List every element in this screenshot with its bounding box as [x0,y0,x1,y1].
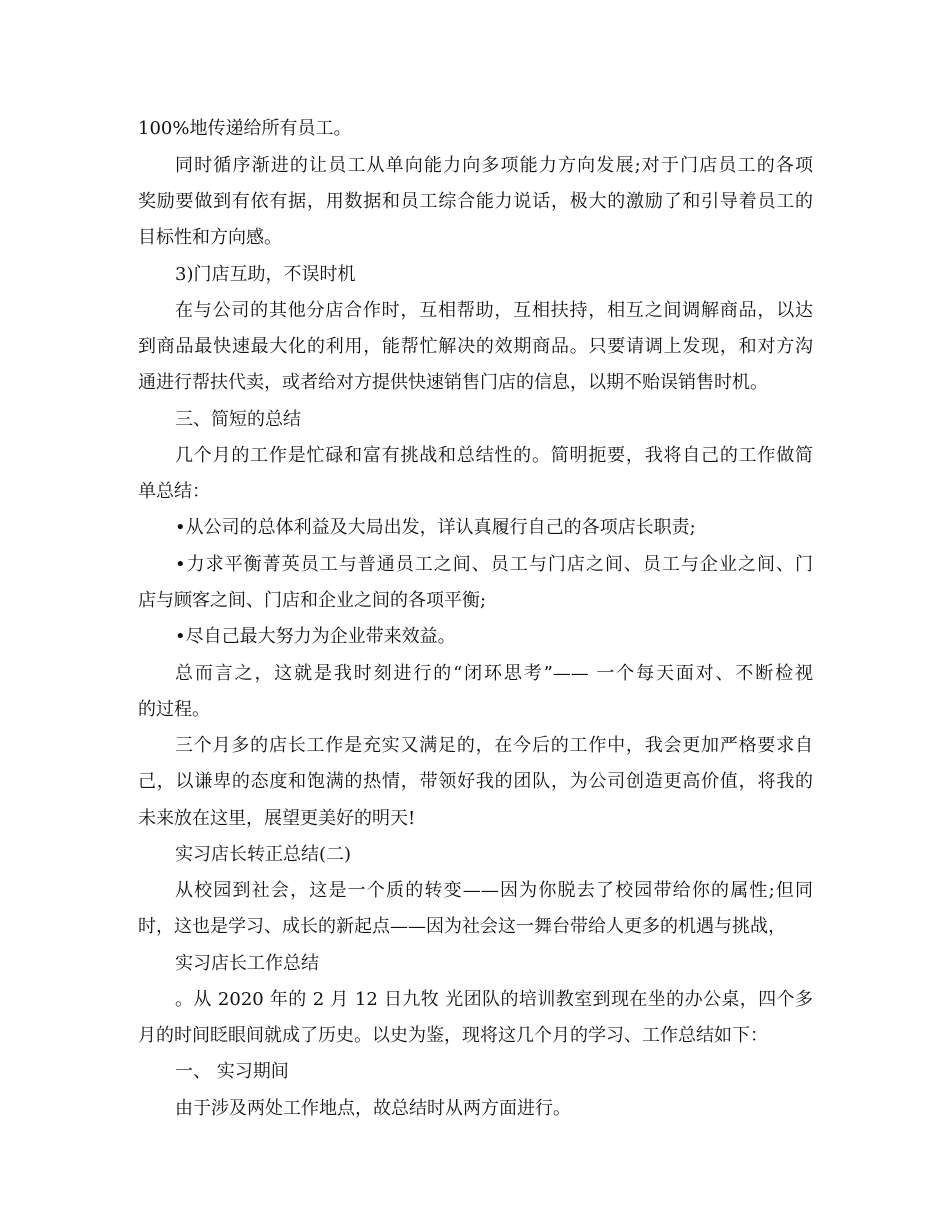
text-line: 通进行帮扶代卖，或者给对方提供快速销售门店的信息，以期不贻误销售时机。 [138,372,768,393]
text-line: 由于涉及两处工作地点，故总结时从两方面进行。 [175,1098,571,1119]
section-heading: 3)门店互助，不误时机 [175,264,356,285]
text-line: 时，这也是学习、成长的新起点——因为社会这一舞台带给人更多的机遇与挑战， [138,916,786,937]
text-line: 未来放在这里，展望更美好的明天! [138,808,416,829]
section-heading: 实习店长转正总结(二) [175,844,352,865]
section-heading: 实习店长工作总结 [175,953,319,974]
bullet-item: •从公司的总体利益及大局出发，详认真履行自己的各项店长职责; [175,517,696,538]
text-line: 单总结： [138,481,210,502]
text-line: 从校园到社会，这是一个质的转变——因为你脱去了校园带给你的属性;但同 [175,880,813,901]
text-line: 三个月多的店长工作是充实又满足的，在今后的工作中，我会更加严格要求自 [175,735,813,756]
text-line: 总而言之，这就是我时刻进行的“闭环思考”—— 一个每天面对、不断检视 [175,663,813,684]
text-line: 几个月的工作是忙碌和富有挑战和总结性的。简明扼要，我将自己的工作做简 [175,445,813,466]
text-line: 奖励要做到有依有据，用数据和员工综合能力说话，极大的激励了和引导着员工的 [138,191,813,212]
text-line: 己，以谦卑的态度和饱满的热情，带领好我的团队，为公司创造更高价值，将我的 [138,771,813,792]
section-heading: 三、简短的总结 [175,409,301,430]
text-line: 在与公司的其他分店合作时，互相帮助，互相扶持，相互之间调解商品，以达 [175,300,813,321]
text-line: 同时循序渐进的让员工从单向能力向多项能力方向发展;对于门店员工的各项 [175,155,813,176]
bullet-item: •尽自己最大努力为企业带来效益。 [175,626,456,647]
bullet-item: •力求平衡菁英员工与普通员工之间、员工与门店之间、员工与企业之间、门 [175,554,813,575]
text-line: 100%地传递给所有员工。 [138,118,352,139]
text-line: 到商品最快速最大化的利用，能帮忙解决的效期商品。只要请调上发现，和对方沟 [138,336,813,357]
text-line: 店与顾客之间、门店和企业之间的各项平衡; [138,590,487,611]
text-line: 目标性和方向感。 [138,227,282,248]
text-line: 的过程。 [138,699,210,720]
text-line: 。从 2020 年的 2 月 12 日九牧 光团队的培训教室到现在坐的办公桌，四个多 [175,989,813,1010]
section-heading: 一、 实习期间 [175,1061,289,1082]
text-line: 月的时间眨眼间就成了历史。以史为鉴，现将这几个月的学习、工作总结如下： [138,1025,768,1046]
